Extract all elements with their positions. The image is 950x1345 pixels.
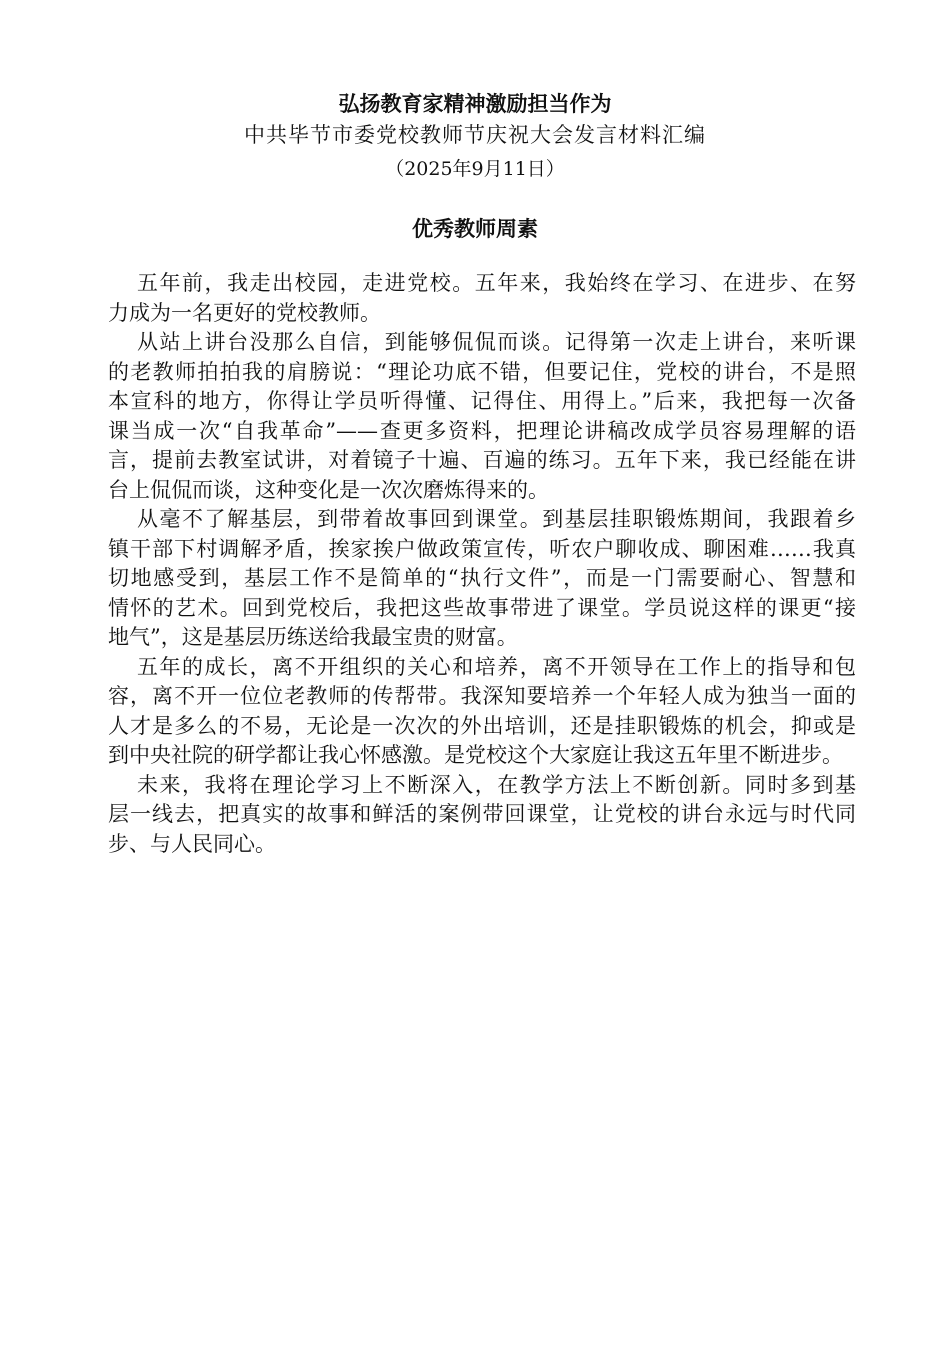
paragraph-line: 从站上讲台没那么自信，到能够侃侃而谈。记得第一次走上讲台，来听课 <box>137 330 856 354</box>
paragraph <box>108 328 856 505</box>
document-date: （2025年9月11日） <box>385 158 565 180</box>
paragraph-line: 步、与人民同心。 <box>108 831 276 856</box>
paragraph <box>108 771 856 860</box>
paragraph-line: 情怀的艺术。回到党校后，我把这些故事带进了课堂。学员说这样的课更“接 <box>108 595 856 620</box>
paragraph-line: 言，提前去教室试讲，对着镜子十遍、百遍的练习。五年下来，我已经能在讲 <box>108 448 856 472</box>
paragraph <box>108 653 856 771</box>
paragraph <box>108 269 856 328</box>
paragraph-line: 切地感受到，基层工作不是简单的“执行文件”，而是一门需要耐心、智慧和 <box>108 566 856 590</box>
paragraph-line: 人才是多么的不易，无论是一次次的外出培训，还是挂职锻炼的机会，抑或是 <box>108 713 856 738</box>
speaker-heading: 优秀教师周素 <box>412 216 538 241</box>
paragraph-line: 五年前，我走出校园，走进党校。五年来，我始终在学习、在进步、在努 <box>137 271 856 295</box>
paragraph-line: 五年的成长，离不开组织的关心和培养，离不开领导在工作上的指导和包 <box>137 654 856 679</box>
paragraph-line: 本宣科的地方，你得让学员听得懂、记得住、用得上。”后来，我把每一次备 <box>108 389 856 413</box>
paragraph-line: 的老教师拍拍我的肩膀说：“理论功底不错，但要记住，党校的讲台，不是照 <box>108 359 856 384</box>
paragraph-line: 未来，我将在理论学习上不断深入，在教学方法上不断创新。同时多到基 <box>137 772 856 797</box>
document-title: 弘扬教育家精神激励担当作为 <box>338 91 612 116</box>
document-subtitle: 中共毕节市委党校教师节庆祝大会发言材料汇编 <box>244 123 706 147</box>
paragraph-line: 层一线去，把真实的故事和鲜活的案例带回课堂，让党校的讲台永远与时代同 <box>108 802 856 826</box>
paragraph-line: 力成为一名更好的党校教师。 <box>108 300 381 325</box>
paragraph-line: 容，离不开一位位老教师的传帮带。我深知要培养一个年轻人成为独当一面的 <box>108 684 856 708</box>
paragraph-line: 镇干部下村调解矛盾，挨家挨户做政策宣传，听农户聊收成、聊困难……我真 <box>108 536 856 561</box>
paragraph-line: 从毫不了解基层，到带着故事回到课堂。到基层挂职锻炼期间，我跟着乡 <box>137 507 856 531</box>
paragraph <box>108 505 856 653</box>
paragraph-line: 到中央社院的研学都让我心怀感激。是党校这个大家庭让我这五年里不断进步。 <box>108 743 843 767</box>
paragraph-line: 地气”，这是基层历练送给我最宝贵的财富。 <box>108 625 518 649</box>
paragraph-line: 台上侃侃而谈，这种变化是一次次磨炼得来的。 <box>108 477 549 502</box>
article-body <box>108 269 856 859</box>
paragraph-line: 课当成一次“自我革命”——查更多资料，把理论讲稿改成学员容易理解的语 <box>108 418 856 443</box>
